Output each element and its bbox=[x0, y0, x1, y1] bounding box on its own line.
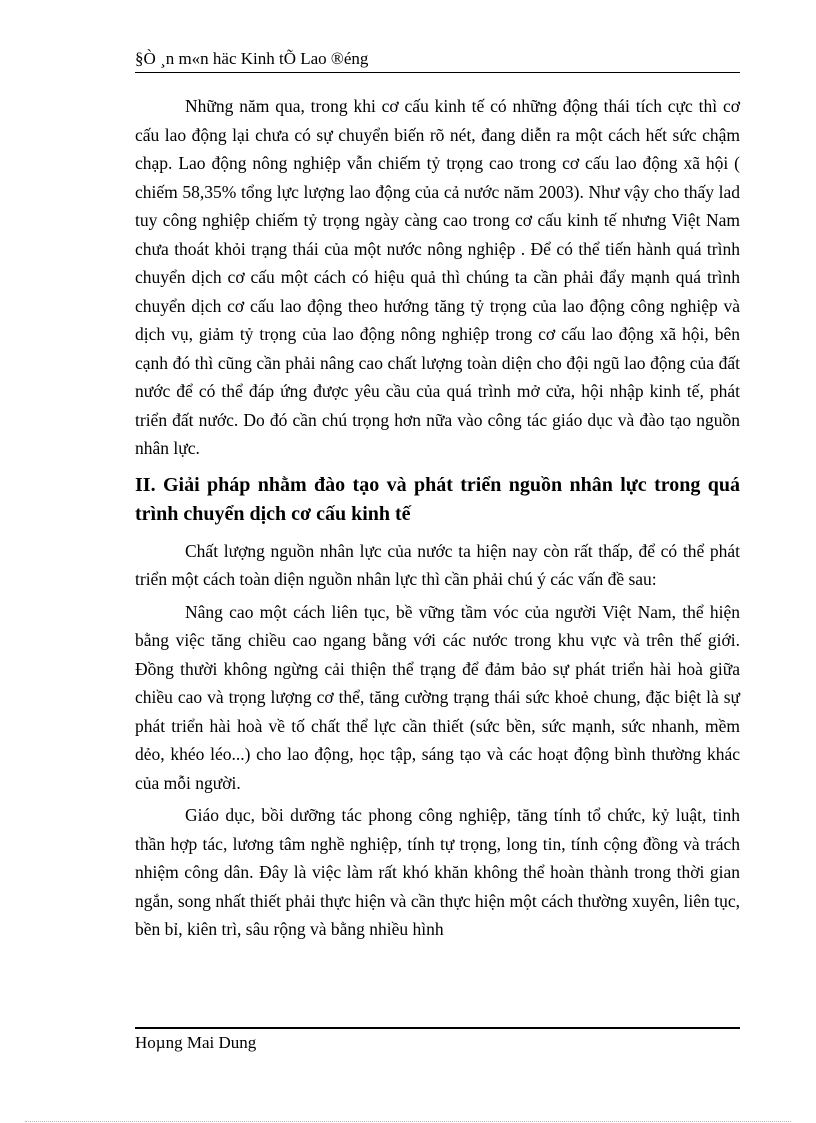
page-header: §Ò ¸n m«n häc Kinh tÕ Lao ®éng bbox=[135, 48, 740, 73]
paragraph: Những năm qua, trong khi cơ cấu kinh tế có những động thái tích cực thì cơ cấu lao động lại chưa có sự chuyển biến rõ nét, đang diễn ra một cách hết sức chậm chạp. Lao động nông nghiệp vẫn chiếm tỷ trọng cao trong cơ cấu lao động xã hội ( chiếm 58,35% tổng lực lượng lao động của cả nước năm 2003). Như vậy cho thấy lad tuy công nghiệp chiếm tỷ trọng ngày càng cao trong cơ cấu kinh tế nhưng Việt Nam chưa thoát khỏi trạng thái của một nước nông nghiệp . Để có thể tiến hành quá trình chuyển dịch cơ cấu một cách có hiệu quả thì chúng ta cần phải đẩy mạnh quá trình chuyển dịch cơ cấu lao động theo hướng tăng tỷ trọng của lao động công nghiệp và dịch vụ, giảm tỷ trọng của lao động nông nghiệp trong cơ cấu lao động xã hội, bên cạnh đó thì cũng cần phải nâng cao chất lượng toàn diện cho đội ngũ lao động của đất nước để có thể đáp ứng được yêu cầu của quá trình mở cửa, hội nhập kinh tế, phát triển đất nước. Do đó cần chú trọng hơn nữa vào công tác giáo dục và đào tạo nguồn nhân lực. bbox=[135, 96, 740, 458]
footer-author: Hoµng Mai Dung bbox=[135, 1033, 257, 1052]
page-edge bbox=[25, 1121, 791, 1122]
paragraph: Chất lượng nguồn nhân lực của nước ta hiện nay còn rất thấp, để có thể phát triển một cách toàn diện nguồn nhân lực thì cần phải chú ý các vấn đề sau: bbox=[135, 540, 740, 589]
footer-divider bbox=[135, 1027, 740, 1029]
document-body bbox=[135, 92, 740, 948]
paragraph: Nâng cao một cách liên tục, bề vững tầm vóc của người Việt Nam, thể hiện bằng việc tăng chiều cao ngang bằng với các nước trong khu vực và trên thế giới. Đồng thười không ngừng cải thiện thể trạng để đảm bảo sự phát triển hài hoà giữa chiều cao và trọng lượng cơ thể, tăng cường trạng thái sức khoẻ chung, đặc biệt là sự phát triển hài hoà về tố chất thể lực cần thiết (sức bền, sức mạnh, sức nhanh, mềm dẻo, khéo léo...) cho lao động, học tập, sáng tạo và các hoạt động bình thường khác của mỗi người. bbox=[135, 601, 740, 793]
section-heading: II. Giải pháp nhằm đào tạo và phát triển nguồn nhân lực trong quá trình chuyển dịch cơ cấu kinh tế bbox=[135, 473, 740, 525]
paragraph: Giáo dục, bồi dưỡng tác phong công nghiệp, tăng tính tổ chức, kỷ luật, tinh thần hợp tác, lương tâm nghề nghiệp, tính tự trọng, long tin, tính cộng đồng và trách nhiệm công dân. Đây là việc làm rất khó khăn không thể hoàn thành trong thời gian ngắn, song nhất thiết phải thực hiện và cần thực hiện một cách thường xuyên, liên tục, bền bỉ, kiên trì, sâu rộng và bằng nhiều hình bbox=[135, 805, 740, 939]
